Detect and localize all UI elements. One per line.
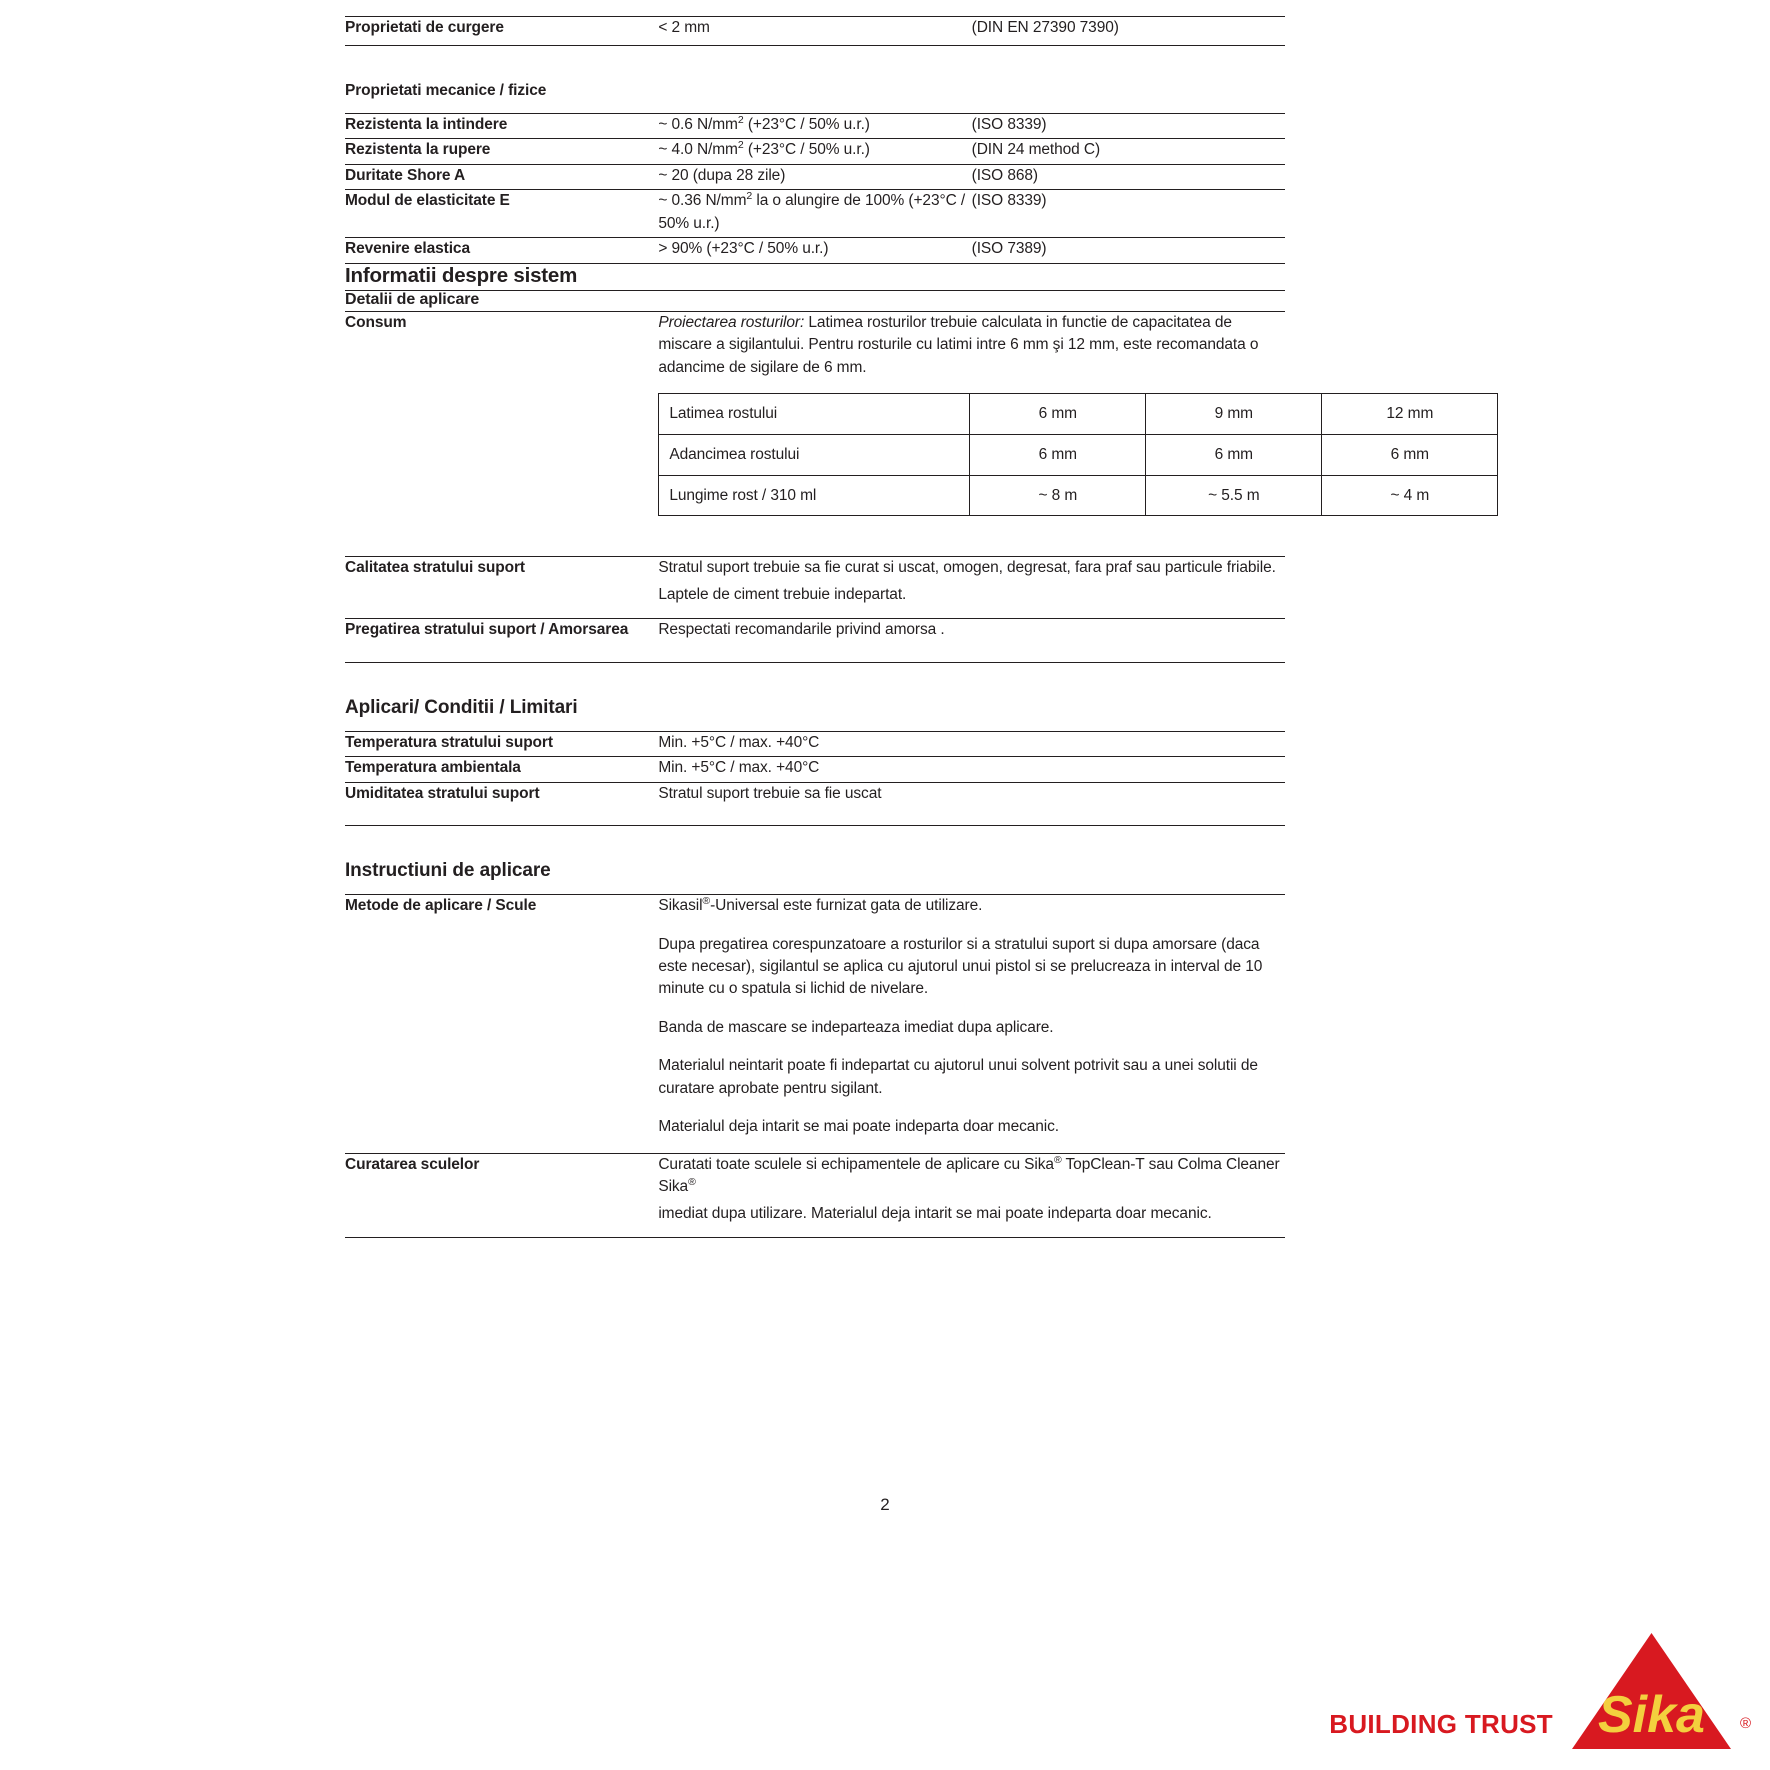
cleaning-text-mid: TopClean-T sau Colma Cleaner Sika [658, 1155, 1280, 1196]
application-details-title: Detalii de aplicare [345, 290, 480, 308]
value-superscript: 2 [737, 113, 744, 126]
cleaning-text-pre: Curatati toate sculele si echipamentele de aplicare cu Sika [658, 1155, 1054, 1173]
joint-width-value: 12 mm [1322, 394, 1498, 435]
consumption-row [345, 311, 1285, 520]
consumption-content [658, 311, 1434, 520]
registered-mark: ® [1053, 1153, 1062, 1166]
table-row [345, 757, 1285, 780]
substrate-quality-line-2: Laptele de ciment trebuie indepartat. [658, 585, 907, 603]
tool-cleaning-label: Curatarea sculelor [345, 1155, 480, 1173]
substrate-quality-content [658, 557, 1285, 610]
rule [345, 39, 1285, 46]
row-label: Temperatura stratului suport [345, 733, 553, 751]
value-superscript: 2 [737, 139, 744, 152]
methods-paragraph-1 [658, 895, 1285, 917]
row-label: Modul de elasticitate E [345, 192, 510, 210]
rule [345, 610, 1285, 619]
joint-depth-value: 6 mm [970, 434, 1146, 475]
substrate-preparation-value: Respectati recomandarile privind amorsa . [658, 621, 945, 639]
value-post: (+23°C / 50% u.r.) [743, 141, 870, 159]
joint-dimensions-table [658, 393, 1498, 516]
substrate-quality-row [345, 557, 1285, 610]
mechanical-properties-table [345, 46, 1285, 263]
sika-triangle-icon [1569, 1629, 1734, 1754]
page-number: 2 [880, 1495, 890, 1514]
methods-paragraph-2: Dupa pregatirea corespunzatoare a rosturilor si a stratului suport si dupa amorsare (daca este necesar), sigilantul se aplica cu ajutorul unui pistol si se prelucreaza in interval de 10 minute cu o spatula si lichid de nivelare. [658, 935, 1263, 998]
row-value [658, 238, 971, 261]
rule-row [345, 1229, 1285, 1238]
top-rule [345, 0, 1285, 17]
tool-cleaning-line-2: imediat dupa utilizare. Materialul deja intarit se mai poate indeparta doar mecanic. [658, 1204, 1212, 1222]
rule [345, 805, 1285, 826]
joint-width-value: 6 mm [970, 394, 1146, 435]
joint-design-paragraph [658, 312, 1285, 379]
joint-design-lead: Proiectarea rosturilor: [658, 313, 805, 331]
joint-width-value: 9 mm [1146, 394, 1322, 435]
row-label: Proprietati de curgere [345, 19, 504, 36]
substrate-preparation-row [345, 619, 1285, 642]
row-value: Min. +5°C / max. +40°C [658, 759, 820, 777]
system-info-title-row [345, 264, 1285, 288]
instructions-title: Instructiuni de aplicare [345, 860, 551, 882]
table-row [345, 782, 1285, 805]
table-row [345, 731, 1285, 754]
value-pre: ~ 4.0 N/mm [658, 141, 738, 159]
row-label: Rezistenta la intindere [345, 115, 508, 133]
value-pre: ~ 20 (dupa 28 zile) [658, 166, 786, 184]
building-trust-tagline: BUILDING TRUST [1329, 1709, 1553, 1739]
row-label: Rezistenta la rupere [345, 141, 491, 159]
substrate-quality-line-1: Stratul suport trebuie sa fie curat si uscat, omogen, degresat, fara praf sau particule friabile. [658, 559, 1276, 577]
table-row [345, 17, 1285, 40]
table-row [345, 164, 1285, 187]
table-row [345, 190, 1285, 235]
system-information-table [345, 263, 1434, 663]
row-standard: (ISO 8339) [971, 192, 1047, 210]
rule [345, 1229, 1285, 1238]
substrate-preparation-label: Pregatirea stratului suport / Amorsarea [345, 621, 629, 639]
svg-text:Sika: Sika [1598, 1686, 1705, 1744]
table-row [345, 139, 1285, 162]
rule-row [345, 1143, 1285, 1154]
mechanical-section-title-row [345, 80, 1285, 110]
rule [345, 642, 1285, 663]
table-row [345, 113, 1285, 136]
row-value [658, 190, 971, 235]
rule [345, 1143, 1285, 1154]
value-pre: ~ 0.36 N/mm [658, 192, 747, 210]
row-label: Temperatura ambientala [345, 759, 521, 777]
tool-cleaning-content [658, 1153, 1285, 1229]
row-label: Duritate Shore A [345, 166, 466, 184]
spacer-row [345, 826, 1285, 860]
methods-paragraph-5: Materialul deja intarit se mai poate indeparta doar mecanic. [658, 1118, 1059, 1136]
instructions-table [345, 826, 1285, 1238]
application-methods-row [345, 895, 1285, 1143]
rule-row [345, 610, 1285, 619]
row-standard: (ISO 868) [971, 166, 1038, 184]
row-value: < 2 mm [658, 19, 710, 36]
mechanical-section-title: Proprietati mecanice / fizice [345, 82, 547, 100]
table-row [659, 475, 1498, 516]
tool-cleaning-row [345, 1153, 1285, 1229]
row-value [658, 139, 971, 162]
row-value [658, 164, 971, 187]
registered-mark: ® [688, 1176, 696, 1189]
document-content [345, 0, 1434, 1238]
row-value: Min. +5°C / max. +40°C [658, 733, 820, 751]
rule-row [345, 642, 1285, 663]
table-row [345, 238, 1285, 261]
value-post: la o alungire de 100% (+23°C / 50% u.r.) [658, 192, 966, 232]
conditions-title-row [345, 697, 1285, 729]
rule-row [345, 39, 1285, 46]
joint-length-value: ~ 5.5 m [1146, 475, 1322, 516]
value-post: (+23°C / 50% u.r.) [743, 115, 870, 133]
row-standard: (ISO 7389) [971, 240, 1047, 258]
application-methods-content [658, 895, 1285, 1143]
table-row [659, 434, 1498, 475]
joint-depth-value: 6 mm [1146, 434, 1322, 475]
table-row [659, 394, 1498, 435]
brand-footer [1329, 1629, 1751, 1754]
joint-depth-value: 6 mm [1322, 434, 1498, 475]
consumption-label: Consum [345, 313, 407, 331]
joint-length-value: ~ 8 m [970, 475, 1146, 516]
sika-logo [1569, 1629, 1751, 1754]
joint-length-label: Lungime rost / 310 ml [659, 475, 970, 516]
row-value [658, 113, 971, 136]
product-name: Sikasil [658, 897, 703, 915]
instructions-title-row [345, 860, 1285, 892]
conditions-title: Aplicari/ Conditii / Limitari [345, 696, 578, 718]
row-label: Umiditatea stratului suport [345, 784, 540, 802]
application-details-title-row [345, 290, 1285, 309]
conditions-table [345, 663, 1285, 826]
value-superscript: 2 [746, 190, 753, 203]
tool-cleaning-line-1 [658, 1154, 1285, 1199]
value-pre: > 90% (+23°C / 50% u.r.) [658, 240, 829, 258]
row-label: Revenire elastica [345, 240, 470, 258]
methods-paragraph-4: Materialul neintarit poate fi indepartat cu ajutorul unui solvent potrivit sau a unei solutii de curatare aprobate pentru sigilant. [658, 1057, 1258, 1097]
spacer-row [345, 663, 1285, 697]
joint-design-text: Latimea rosturilor trebuie calculata in functie de capacitatea de miscare a sigilantului. Pentru rosturile cu latimi intre 6 mm şi 12 mm, este recomandata o adancime de sigilare de 6 mm. [658, 313, 1259, 376]
rule-row [345, 805, 1285, 826]
spacer-row [345, 46, 1285, 80]
substrate-quality-label: Calitatea stratului suport [345, 559, 525, 577]
value-pre: ~ 0.6 N/mm [658, 115, 738, 133]
row-standard: (DIN EN 27390 7390) [971, 19, 1119, 36]
joint-width-label: Latimea rostului [659, 394, 970, 435]
methods-paragraph-3: Banda de mascare se indeparteaza imediat dupa aplicare. [658, 1018, 1054, 1036]
flow-properties-table [345, 0, 1285, 46]
row-standard: (ISO 8339) [971, 115, 1047, 133]
system-info-title: Informatii despre sistem [345, 263, 578, 287]
methods-text-1: -Universal este furnizat gata de utilizare. [710, 897, 983, 915]
row-value: Stratul suport trebuie sa fie uscat [658, 784, 882, 802]
application-methods-label: Metode de aplicare / Scule [345, 897, 537, 915]
spacer-row [345, 520, 1285, 554]
joint-length-value: ~ 4 m [1322, 475, 1498, 516]
registered-mark: ® [702, 894, 711, 907]
spacer-row [345, 0, 1285, 17]
row-standard: (DIN 24 method C) [971, 141, 1101, 159]
registered-mark: ® [1739, 1715, 1751, 1732]
joint-depth-label: Adancimea rostului [659, 434, 970, 475]
